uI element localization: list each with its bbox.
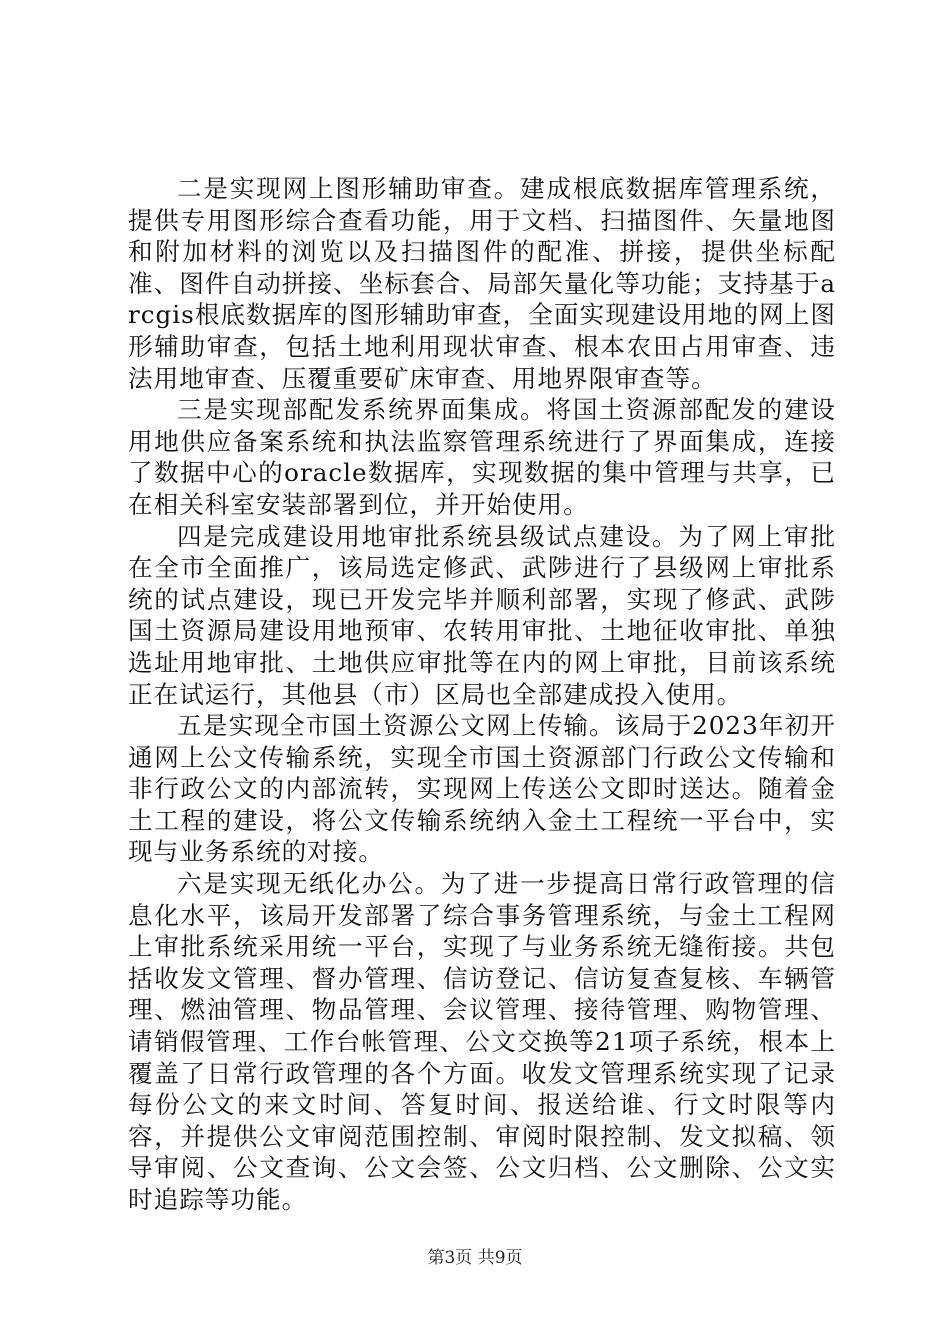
paragraph-paperless-office: 六是实现无纸化办公。为了进一步提高日常行政管理的信息化水平，该局开发部署了综合事务管理系统，与金土工程网上审批系统采用统一平台，实现了与业务系统无缝衔接。共包括收发文管理、督办管理、信访登记、信访复查复核、车辆管理、燃油管理、物品管理、会议管理、接待管理、购物管理、请销假管理、工作台帐管理、公文交换等21项子系统，根本上覆盖了日常行政管理的各个方面。收发文管理系统实现了记录每份公文的来文时间、答复时间、报送给谁、行文时限等内容，并提供公文审阅范围控制、审阅时限控制、发文拟稿、领导审阅、公文查询、公文会签、公文归档、公文删除、公文实时追踪等功能。	[128, 869, 836, 1214]
paragraph-county-pilot: 四是完成建设用地审批系统县级试点建设。为了网上审批在全市全面推广，该局选定修武、武陟进行了县级网上审批系统的试点建设，现已开发完毕并顺利部署，实现了修武、武陟国土资源局建设用地预审、农转用审批、土地征收审批、单独选址用地审批、土地供应审批等在内的网上审批，目前该系统正在试运行，其他县（市）区局也全部建成投入使用。	[128, 521, 836, 709]
paragraph-document-transfer: 五是实现全市国土资源公文网上传输。该局于2023年初开通网上公文传输系统，实现全市国土资源部门行政公文传输和非行政公文的内部流转，实现网上传送公文即时送达。随着金土工程的建设，将公文传输系统纳入金土工程统一平台中，实现与业务系统的对接。	[128, 711, 836, 867]
paragraph-graphic-review: 二是实现网上图形辅助审查。建成根底数据库管理系统，提供专用图形综合查看功能，用于文档、扫描图件、矢量地图和附加材料的浏览以及扫描图件的配准、拼接，提供坐标配准、图件自动拼接、坐标套合、局部矢量化等功能；支持基于arcgis根底数据库的图形辅助审查，全面实现建设用地的网上图形辅助审查，包括土地利用现状审查、根本农田占用审查、违法用地审查、压覆重要矿床审查、用地界限审查等。	[128, 174, 836, 393]
document-body	[128, 173, 836, 1216]
page-number-footer: 第3页 共9页	[427, 1248, 523, 1268]
paragraph-system-integration: 三是实现部配发系统界面集成。将国土资源部配发的建设用地供应备案系统和执法监察管理系统进行了界面集成，连接了数据中心的oracle数据库，实现数据的集中管理与共享，已在相关科室安装部署到位，并开始使用。	[128, 395, 836, 519]
